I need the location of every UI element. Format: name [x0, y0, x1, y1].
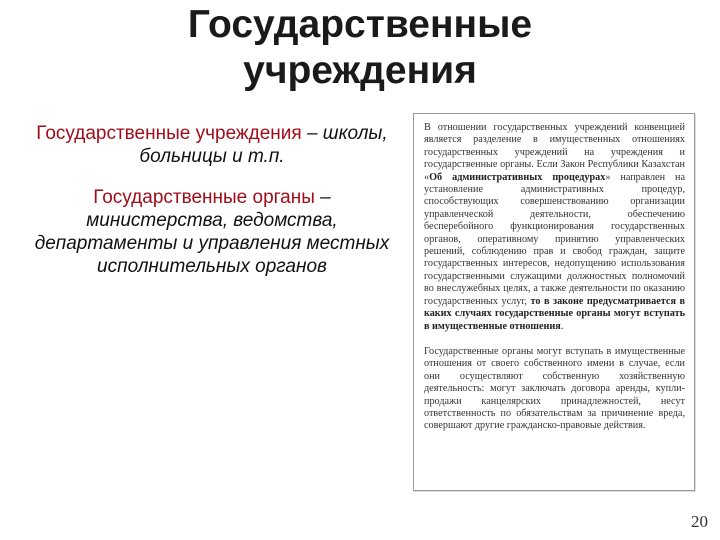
definition-bodies [22, 186, 402, 278]
law-title: Об административных процедурах [429, 171, 606, 183]
title-line-1: Государственные [187, 3, 533, 46]
definition-institutions [22, 122, 402, 168]
legal-text-bold: то в законе предусматривается в каких случаях государственные органы могут вступать в имущественные отношения [424, 295, 685, 332]
legal-text-box [413, 113, 695, 491]
title-line-2: учреждения [243, 49, 477, 92]
definition-institutions-text: – школы, больницы и т.п. [139, 123, 388, 167]
legal-text-a: В отношении государственных учреждений конвенцией является разделение в имущественных отношениях государственных учреждений на учреждения и государственные органы. Если Закон Республики Казахстан « [424, 122, 685, 183]
legal-paragraph-2: Государственные органы могут вступать в имущественные отношения от своего собственного имени в случае, если они осуществляют собственную хозяйственную деятельность: могут заключать договора аренды, купли-продажи канцелярских принадлежностей, несут ответственность по обязательствам за причинение вреда, совершают другие гражданско-правовые действия. [424, 345, 685, 432]
term-bodies: Государственные органы [93, 187, 315, 208]
legal-paragraph-1 [424, 122, 685, 333]
term-institutions: Государственные учреждения [36, 123, 302, 144]
slide-title [120, 2, 600, 94]
page-number: 20 [691, 512, 708, 531]
legal-text-end: . [560, 320, 564, 332]
definitions-block [22, 122, 402, 296]
definition-bodies-text: – министерства, ведомства, департаменты и управления местных исполнительных органов [34, 187, 390, 277]
legal-text-c: » направлен на установление административных процедур, способствующих совершенствованию организации управленческой деятельности, обеспечению бесперебойного функционирования государственных органов, оперативному принятию управленческих решений, соблюдению прав и свобод граждан, защите государственных интересов, недопущению использования государственными служащими должностных полномочий во внеслужебных целях, а также деятельности по оказанию государственных услуг, [424, 171, 685, 307]
